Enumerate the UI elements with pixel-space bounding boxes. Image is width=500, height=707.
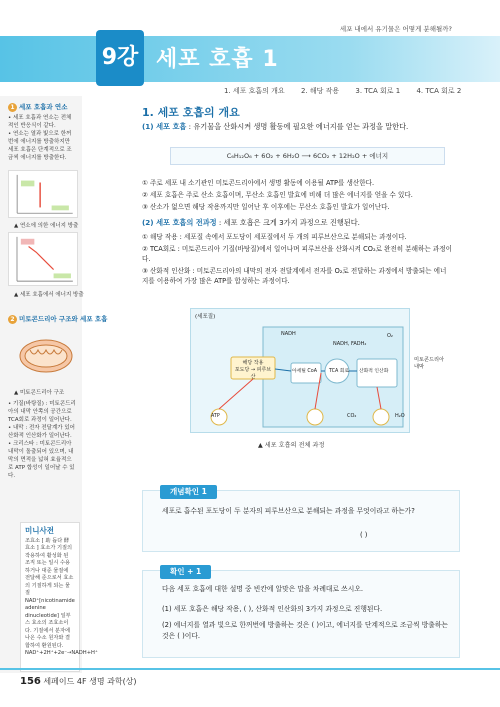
subnav-item[interactable]: 3. TCA 회로 1: [355, 87, 401, 95]
concept-check-blank[interactable]: ( ): [360, 531, 368, 539]
confirm-item-2[interactable]: (2) 에너지를 열과 빛으로 한꺼번에 방출하는 것은 ( )이고, 에너지를 단계적으로 조금씩 방출하는 것은 ( )이다.: [162, 621, 448, 640]
mitochondria-diagram: [8, 328, 78, 384]
subnav-item[interactable]: 4. TCA 회로 2: [416, 87, 462, 95]
fig-label-atp: ATP: [211, 414, 220, 419]
caption-combustion: ▲ 연소에 의한 에너지 방출: [14, 223, 79, 229]
fig-label-acetyl: 아세틸 CoA: [292, 369, 317, 374]
figure-caption: ▲ 세포 호흡의 전체 과정: [258, 442, 325, 449]
mini-glossary: [20, 522, 98, 672]
fig-label-h2o: H₂O: [395, 413, 405, 419]
section-heading: 1. 세포 호흡의 개요: [142, 106, 240, 119]
respiration-diagram: [8, 232, 78, 286]
sidebar-heading-text: 미토콘드리아 구조와 세포 호흡: [19, 315, 108, 323]
page-number: 156: [20, 676, 41, 687]
definition-text: : 유기물을 산화시켜 생명 활동에 필요한 에너지를 얻는 과정을 말한다.: [188, 122, 409, 131]
full-process-label: (2) 세포 호흡의 전과정: [142, 218, 217, 227]
sidebar-text-2: • 기질(바탕질) : 미토콘드리아의 내막 안쪽의 공간으로 TCA회로 과정이 일어난다. • 내막 : 전자 전달계가 있어 산화적 인산화가 일어난다. • 크리스타 : 미토콘드리아 내막이 돌출되어 있으며, 내막의 면적을 넓혀 효율적으로 ATP 합성이 일어날 수 있다.: [8, 401, 76, 479]
confirm-question: 다음 세포 호흡에 대한 설명 중 빈칸에 알맞은 말을 차례대로 쓰시오.: [162, 585, 364, 593]
definition-label: (1) 세포 호흡: [142, 122, 187, 131]
combustion-diagram: [8, 170, 78, 218]
fig-label-cytoplasm: (세포질): [195, 314, 216, 320]
subnav-item[interactable]: 2. 해당 작용: [300, 87, 340, 95]
concept-check-box: [142, 490, 460, 552]
fig-label-o2: O₂: [387, 333, 393, 339]
fig-label-oxphos: 산화적 인산화: [359, 369, 389, 374]
subnav-item[interactable]: 1. 세포 호흡의 개요: [224, 87, 285, 95]
fig-label-tca: TCA 회로: [329, 369, 350, 374]
section-number-badge: 2: [8, 315, 17, 324]
section-number-badge: 1: [8, 103, 17, 112]
fig-label-mito-membrane: 미토콘드리아 내막: [414, 357, 445, 370]
respiration-figure: [190, 308, 410, 433]
sidebar-heading-2: [8, 314, 107, 324]
confirm-tag: 확인 + 1: [160, 565, 211, 579]
book-title: 세페이드 4F 생명 과학(상): [43, 677, 137, 686]
step-3: ③ 산화적 인산화 : 미토콘드리아의 내막의 전자 전달계에서 전자를 O₂로 전달하는 과정에서 방출되는 에너지를 이용하여 가장 많은 ATP를 합성하는 과정이다.: [142, 267, 447, 285]
fig-label-glycolysis: 해당 작용 포도당 → 피루브산: [234, 360, 272, 380]
chapter-number: 9강: [96, 30, 144, 86]
confirm-item-1[interactable]: (1) 세포 호흡은 해당 작용, ( ), 산화적 인산화의 3가지 과정으로 진행된다.: [162, 605, 383, 613]
subnav: [224, 86, 475, 96]
glossary-title: 미니사전: [25, 526, 54, 535]
full-process-text: : 세포 호흡은 크게 3가지 과정으로 진행된다.: [218, 218, 360, 227]
point-1: ① 주로 세포 내 소기관인 미토콘드리아에서 생명 활동에 이용될 ATP를 생산한다.: [142, 179, 375, 187]
fig-label-co2: CO₂: [347, 413, 357, 419]
step-1: ① 해당 작용 : 세포질 속에서 포도당이 세포질에서 두 개의 피루브산으로 분해되는 과정이다.: [142, 233, 407, 241]
point-2: ② 세포 호흡은 주로 산소 호흡이며, 무산소 호흡인 발효에 비해 더 많은 에너지를 얻을 수 있다.: [142, 191, 413, 199]
concept-check-question: 세포로 흡수된 포도당이 두 분자의 피루브산으로 분해되는 과정을 무엇이라고 하는가?: [162, 507, 415, 515]
fig-label-nadh-fadh: NADH, FADH₂: [333, 341, 367, 347]
sidebar-text-1: • 세포 호흡과 연소는 전체적인 반응식이 같다. • 연소는 열과 빛으로 한꺼번에 에너지를 방출하지만 세포 호흡은 단계적으로 조금씩 에너지를 방출한다.: [8, 115, 72, 161]
caption-respiration: ▲ 세포 호흡에서 에너지 방출: [14, 292, 84, 298]
equation-box: C₆H₁₂O₆ + 6O₂ + 6H₂O ⟶ 6CO₂ + 12H₂O + 에너지: [170, 147, 445, 165]
sidebar-heading-1: [8, 102, 67, 112]
point-3: ③ 산소가 없으면 해당 작용까지만 일어난 후 이후에는 무산소 호흡인 발효가 일어난다.: [142, 203, 390, 211]
chapter-title: 세포 호흡 1: [156, 47, 279, 72]
glossary-text: 조효소 [ 助 돕다 酵 효소 ] 효소가 기질의 작용하여 활성화 된 조직 또는 일시 수용하거나 대준 물질에 전달해 준으로서 효소의 기질하게 되는 물질 NAD⁺[nicotinamide adenine dinucleotide] 일부스 효소의 조효소이다. 기질에서 분자에 나온 수소 원자와 결합하여 환원된다. NAD⁺+2H⁺+2e⁻→NADH+H⁺: [25, 537, 98, 656]
top-caption: 세포 내에서 유기물은 어떻게 분해될까?: [339, 25, 452, 33]
footer-bar: [0, 668, 500, 670]
full-process: [142, 218, 452, 228]
step-2: ② TCA회로 : 미토콘드리아 기질(바탕질)에서 일어나며 피루브산을 산화시켜 CO₂로 완전히 분해하는 과정이다.: [142, 245, 452, 263]
footer: [20, 676, 137, 687]
concept-check-tag: 개념확인 1: [160, 485, 217, 499]
caption-mitochondria: ▲ 미토콘드리아 구조: [14, 390, 65, 396]
sidebar-heading-text: 세포 호흡과 연소: [19, 103, 68, 111]
fig-label-nadh: NADH: [281, 331, 296, 337]
definition: [142, 122, 452, 132]
